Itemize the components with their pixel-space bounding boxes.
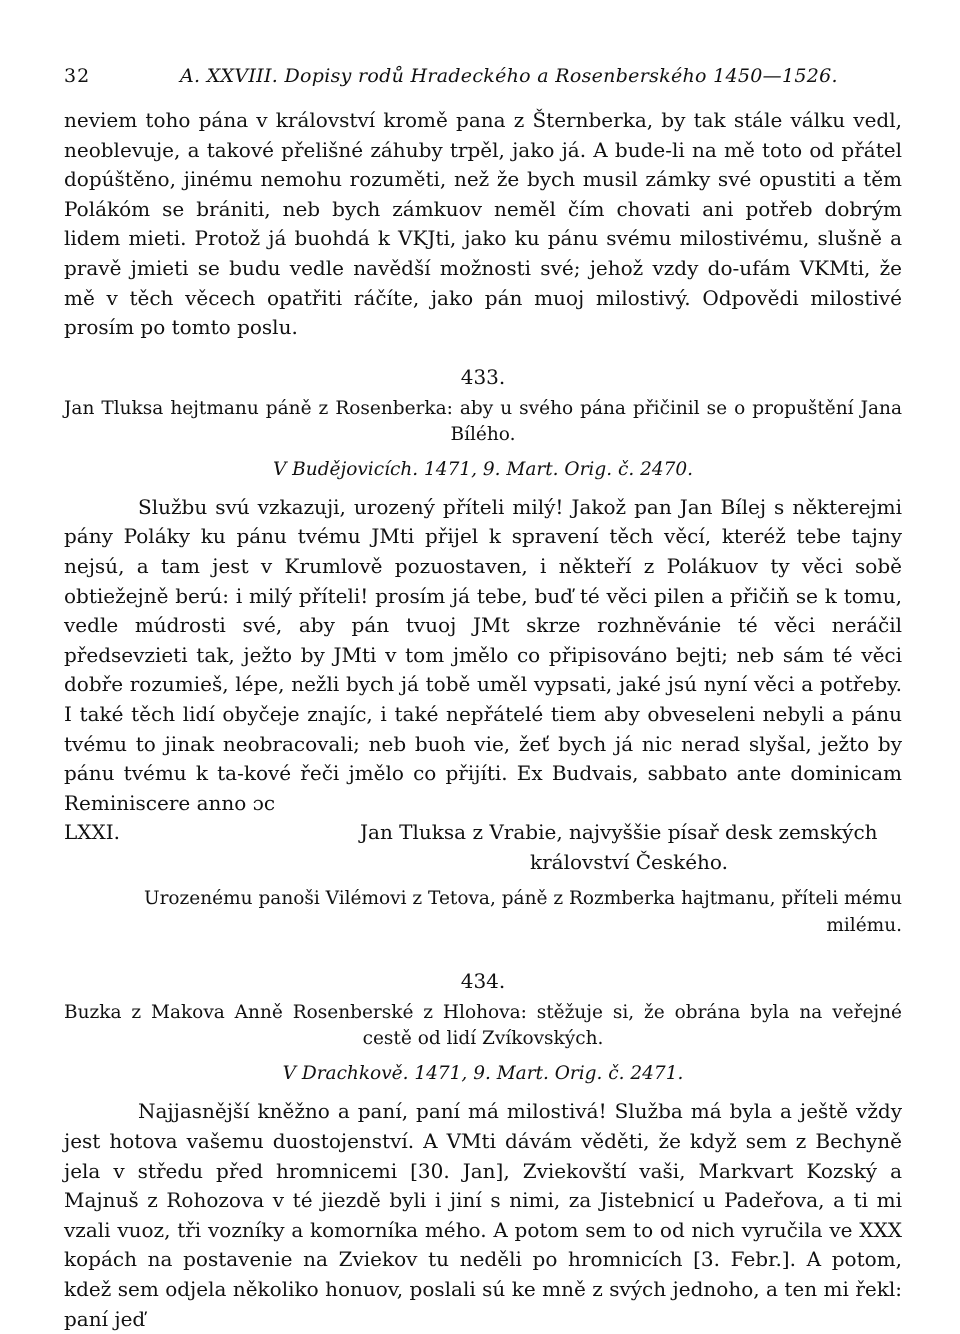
letter-number: 433. xyxy=(460,364,506,389)
letter-number: 434. xyxy=(460,969,506,994)
page-number: 32 xyxy=(64,65,91,87)
letter-regest: Jan Tluksa hejtmanu páně z Rosenberka: aby u svého pána přičinil se o propuštění Jana Bílého. xyxy=(64,397,902,445)
letter-434 xyxy=(64,967,902,1334)
letter-source: V Budějovicích. 1471, 9. Mart. Orig. č. 2470. xyxy=(272,458,694,480)
letter-body: Službu svú vzkazuji, urozený příteli milý! Jakož pan Jan Bílej s některejmi pány Poláky ku pánu tvému JMti přijel k spravení těch věcí, kteréž tebe tajny nejsú, a tam jest v Krumlově pozuostaven, i někteří z Polákuov ty věci sobě obtiežejně berú: i milý příteli! prosím já tebe, buď té věci pilen a přičiň se k tomu, vedle múdrosti své, aby pán tvuoj JMt skrze rozhněvánie té věci neráčil předsevzieti tak, ježto by JMti v tom jmělo co připisováno bejti; neb sám té věci dobře rozumieš, lépe, nežli bych já tobě uměl vypsati, jaké jsú nyní věci a potřeby. I také těch lidí obyčeje znajíc, i také nepřátelé tiem aby obveseleni nebyli a pánu tvému to jinak neobracovali; neb buoh vie, žeť bych já nic nerad slyšal, ježto by pánu tvému k ta-kové řeči jmělo co přijíti. Ex Budvais, sabbato ante dominicam Reminiscere anno ɔc xyxy=(64,494,902,815)
signature-line-continued: království Českého. xyxy=(530,849,728,874)
signature-line: Jan Tluksa z Vrabie, najvyššie písař desk zemských xyxy=(360,820,878,845)
running-head xyxy=(64,64,902,88)
continued-paragraph: neviem toho pána v království kromě pana z Šternberka, by tak stále válku vedl, neoblevuje, a takové přelišné záhuby trpěl, jako já. A bude-li na mě toto od přátel dopúštěno, jinému nemohu rozuměti, než že bych musil zámky své opustiti a těm Polákóm se brániti, neb bych zámkuov neměl čím chovati ani potřeb dobrým lidem mieti. Protož já buohdá k VKJti, jako ku pánu svému milostivému, slušně a pravě jmieti se budu vedle navědší možnosti své; jehož vzdy do-ufám VKMti, že mě v těch věcech opatřiti ráčíte, jako pán muoj milostivý. Odpovědi milostivé prosím po tomto poslu. xyxy=(64,108,902,340)
letter-body: Najjasnější kněžno a paní, paní má milostivá! Služba má byla a ještě vždy jest hotova vašemu duostojenství. A VMti dávám věděti, že když sem z Bechyně jela v středu před hromnicemi [30. Jan], Zviekovští vaši, Markvart Kozský a Majnuš z Rohozova v té jiezdě byli i jiní s nimi, za Jistebnicí u Padeřova, a ti mi vzali vuoz, tři vozníky a komorníka mého. A potom sem to od nich vyručila ve XXX kopách na postavenie na Zviekov tu neděli po hromnicích [3. Febr.]. A potom, kdež sem odjela několiko honuov, poslali sú ke mně z svých jednoho, a ten mi řekl: paní jeď xyxy=(64,1099,902,1331)
letter-source: V Drachkově. 1471, 9. Mart. Orig. č. 2471. xyxy=(282,1063,684,1085)
letter-address: Urozenému panoši Vilémovi z Tetova, páně z Rozmberka hajtmanu, příteli mému milému. xyxy=(143,888,902,937)
letter-433 xyxy=(64,363,902,940)
running-title: A. XXVIII. Dopisy rodů Hradeckého a Rosenberského 1450—1526. xyxy=(180,65,838,87)
letter-closing xyxy=(64,818,902,848)
closing-year: LXXI. xyxy=(64,820,121,845)
letter-regest: Buzka z Makova Anně Rosenberské z Hlohova: stěžuje si, že obrána byla na veřejné cestě od lidí Zvíkovských. xyxy=(64,1002,902,1050)
